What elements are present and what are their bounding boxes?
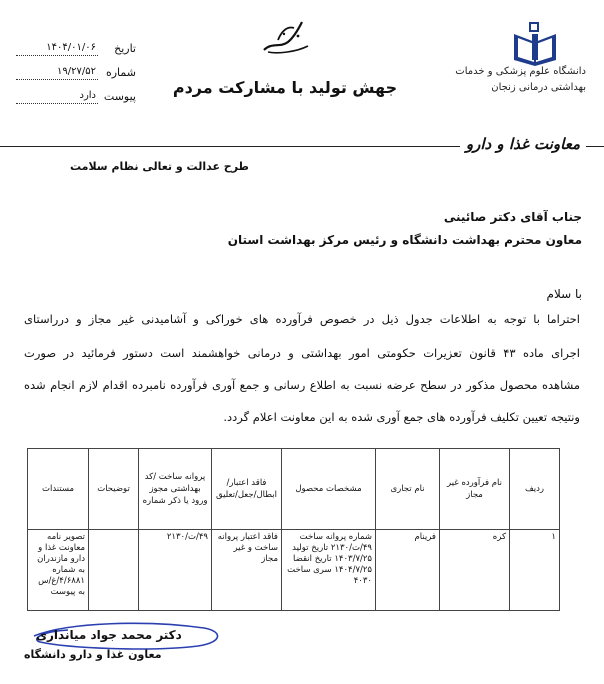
cell-specs: شماره پروانه ساخت ۴۹/ت/۲۱۳۰ تاریخ تولید ۱۴۰۳/۷/۲۵ تاریخ انقضا ۱۴۰۴/۷/۲۵ سری ساخت ۴۰۳۰ — [282, 530, 376, 611]
date-value: ۱۴۰۴/۰۱/۰۶ — [46, 42, 96, 53]
col-header-license: پروانه ساخت /کد بهداشتی مجوز ورود یا ذکر شماره — [139, 449, 212, 530]
body-line: احتراما با توجه به اطلاعات جدول ذیل در خصوص فرآورده های خوراکی و آشامیدنی غیر مجاز و درراستای — [24, 312, 580, 326]
university-logo-icon — [510, 20, 560, 66]
calligraphy-emblem-icon — [258, 12, 314, 56]
col-header-row: ردیف — [510, 449, 560, 530]
signature-title: معاون غذا و دارو دانشگاه — [24, 648, 162, 661]
cell-product: کره — [440, 530, 510, 611]
body-line: ونتیجه تعیین تکلیف فرآورده های جمع آوری شده به این معاونت اعلام گردد. — [223, 410, 580, 424]
recipient-position: معاون محترم بهداشت دانشگاه و رئیس مرکز بهداشت استان — [227, 233, 582, 247]
department-label: معاونت غذا و دارو — [460, 135, 586, 153]
col-header-notes: توضیحات — [89, 449, 139, 530]
col-header-specs: مشخصات محصول — [282, 449, 376, 530]
page-title: جهش تولید با مشارکت مردم — [172, 78, 398, 97]
attachment-value: دارد — [79, 90, 96, 101]
university-name-line2: بهداشتی درمانی زنجان — [491, 82, 586, 93]
cell-row: ۱ — [510, 530, 560, 611]
recipient-name: جناب آقای دکتر صائینی — [443, 210, 582, 224]
table-header-row — [28, 449, 560, 530]
body-line: مشاهده محصول مذکور در سطح عرضه نسبت به اطلاع رسانی و جمع آوری فرآورده نامبرده اقدام لازم انجام شده — [24, 378, 580, 392]
col-header-documents: مستندات — [28, 449, 89, 530]
attachment-label: پیوست — [103, 90, 136, 103]
cell-documents: تصویر نامه معاونت غذا و دارو مازندران به شماره ۴/۶۸۸۱/غ/س به پیوست — [28, 530, 89, 611]
products-table — [27, 448, 560, 611]
body-line: اجرای ماده ۴۳ قانون تعزیرات حکومتی امور بهداشتی و درمانی خواهشمند است دستور فرمائید در صورت — [24, 346, 580, 360]
col-header-product: نام فرآورده غیر مجاز — [440, 449, 510, 530]
number-field — [16, 66, 136, 84]
attachment-field — [16, 90, 136, 108]
table-row — [28, 530, 560, 611]
date-field — [16, 42, 136, 60]
cell-lacking: فاقد اعتبار پروانه ساخت و غیر مجاز — [212, 530, 282, 611]
cell-brand: فرینام — [376, 530, 440, 611]
cell-notes — [89, 530, 139, 611]
signature-name: دکتر محمد جواد میانداری — [36, 628, 182, 642]
number-label: شماره — [105, 66, 136, 79]
cell-license: ۴۹/ت/۲۱۳۰ — [139, 530, 212, 611]
number-value: ۱۹/۲۷/۵۲ — [57, 66, 96, 77]
subtitle: طرح عدالت و تعالی نظام سلامت — [70, 160, 249, 173]
greeting: با سلام — [546, 287, 582, 301]
col-header-lacking: فاقد اعتبار/ابطال/جعل/تعلیق — [212, 449, 282, 530]
university-name-line1: دانشگاه علوم پزشکی و خدمات — [455, 66, 586, 77]
col-header-brand: نام تجاری — [376, 449, 440, 530]
date-label: تاریخ — [114, 42, 136, 55]
